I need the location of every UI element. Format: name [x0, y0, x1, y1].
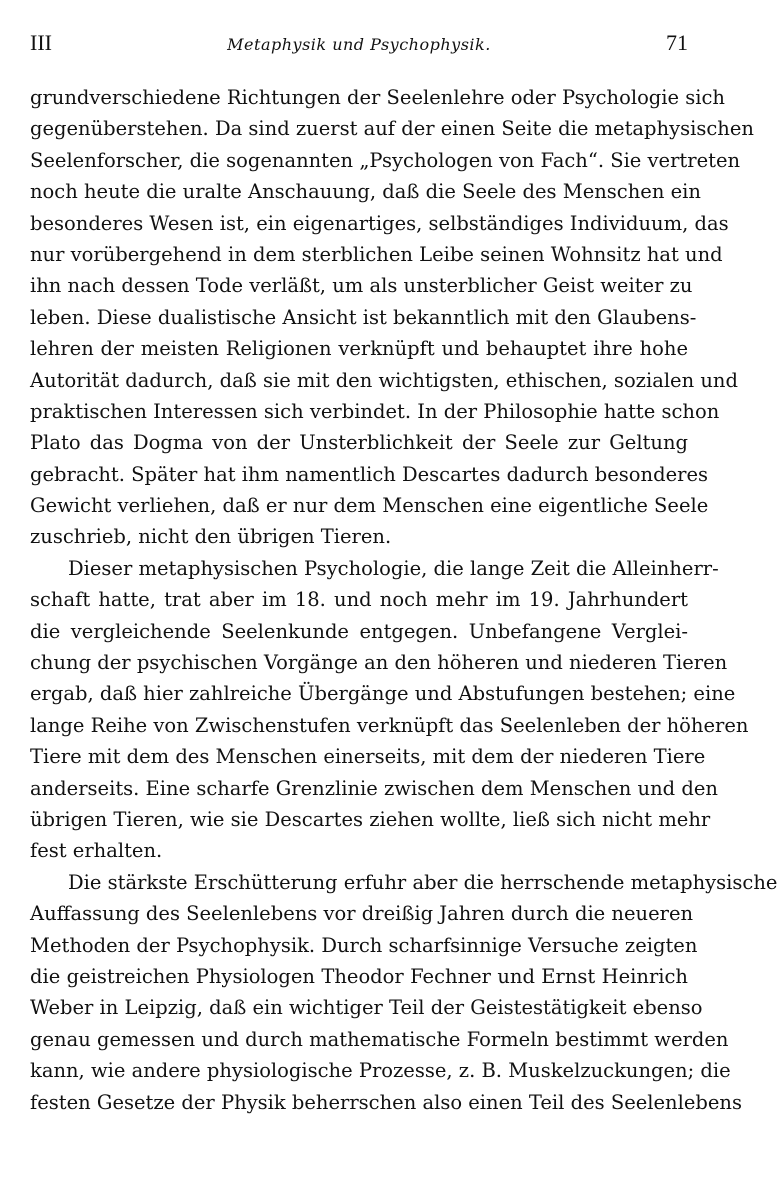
text-line: Plato das Dogma von der Unsterblichkeit der Seele zur Geltung	[30, 431, 688, 455]
running-title: Metaphysik und Psychophysik.	[227, 35, 491, 54]
text-line: chung der psychischen Vorgänge an den höheren und niederen Tieren	[30, 651, 728, 675]
text-line: übrigen Tieren, wie sie Descartes ziehen wollte, ließ sich nicht mehr	[30, 807, 711, 831]
text-line: festen Gesetze der Physik beherrschen also einen Teil des Seelenlebens	[30, 1090, 742, 1114]
text-line: Die stärkste Erschütterung erfuhr aber die herrschende metaphysische	[68, 870, 777, 894]
text-line: Autorität dadurch, daß sie mit den wichtigsten, ethischen, sozialen und	[30, 368, 738, 392]
text-line: ergab, daß hier zahlreiche Übergänge und Abstufungen bestehen; eine	[30, 682, 736, 706]
text-line: besonderes Wesen ist, ein eigenartiges, selbständiges Individuum, das	[30, 211, 729, 235]
text-line: zuschrieb, nicht den übrigen Tieren.	[30, 525, 392, 549]
text-line: Weber in Leipzig, daß ein wichtiger Teil der Geistestätigkeit ebenso	[30, 996, 703, 1020]
text-line: lehren der meisten Religionen verknüpft und behauptet ihre hohe	[30, 337, 688, 361]
text-line: Dieser metaphysischen Psychologie, die lange Zeit die Alleinherr-	[68, 556, 719, 580]
text-line: kann, wie andere physiologische Prozesse, z. B. Muskelzuckungen; die	[30, 1059, 731, 1083]
text-line: leben. Diese dualistische Ansicht ist bekanntlich mit den Glaubens-	[30, 305, 697, 329]
text-line: lange Reihe von Zwischenstufen verknüpft das Seelenleben der höheren	[30, 713, 749, 737]
text-line: praktischen Interessen sich verbindet. In der Philosophie hatte schon	[30, 399, 720, 423]
text-line: noch heute die uralte Anschauung, daß die Seele des Menschen ein	[30, 180, 701, 204]
text-line: Auffassung des Seelenlebens vor dreißig Jahren durch die neueren	[30, 902, 694, 926]
paragraph	[30, 82, 754, 553]
text-line: schaft hatte, trat aber im 18. und noch mehr im 19. Jahrhundert	[30, 588, 688, 612]
paragraph	[30, 553, 749, 867]
text-line: gegenüberstehen. Da sind zuerst auf der einen Seite die metaphysischen	[30, 117, 754, 141]
text-line: anderseits. Eine scharfe Grenzlinie zwischen dem Menschen und den	[30, 776, 718, 800]
text-line: Gewicht verliehen, daß er nur dem Menschen eine eigentliche Seele	[30, 494, 709, 518]
book-page	[30, 30, 777, 1180]
text-line: genau gemessen und durch mathematische Formeln bestimmt werden	[30, 1027, 729, 1051]
text-line: die vergleichende Seelenkunde entgegen. Unbefangene Verglei-	[30, 619, 688, 643]
text-line: die geistreichen Physiologen Theodor Fechner und Ernst Heinrich	[30, 964, 688, 988]
running-header	[30, 30, 688, 70]
text-line: Tiere mit dem des Menschen einerseits, mit dem der niederen Tiere	[30, 745, 706, 769]
text-line: ihn nach dessen Tode verläßt, um als unsterblicher Geist weiter zu	[30, 274, 693, 298]
text-line: gebracht. Später hat ihm namentlich Descartes dadurch besonderes	[30, 462, 708, 486]
text-line: Seelenforscher, die sogenannten „Psychologen von Fach“. Sie vertreten	[30, 148, 741, 172]
chapter-number: III	[30, 30, 52, 55]
body-text	[30, 82, 777, 1118]
text-line: nur vorübergehend in dem sterblichen Leibe seinen Wohnsitz hat und	[30, 242, 723, 266]
paragraph	[30, 867, 777, 1118]
text-line: fest erhalten.	[30, 839, 163, 863]
page-number: 71	[666, 30, 688, 55]
text-line: Methoden der Psychophysik. Durch scharfsinnige Versuche zeigten	[30, 933, 698, 957]
text-line: grundverschiedene Richtungen der Seelenlehre oder Psychologie sich	[30, 86, 725, 109]
